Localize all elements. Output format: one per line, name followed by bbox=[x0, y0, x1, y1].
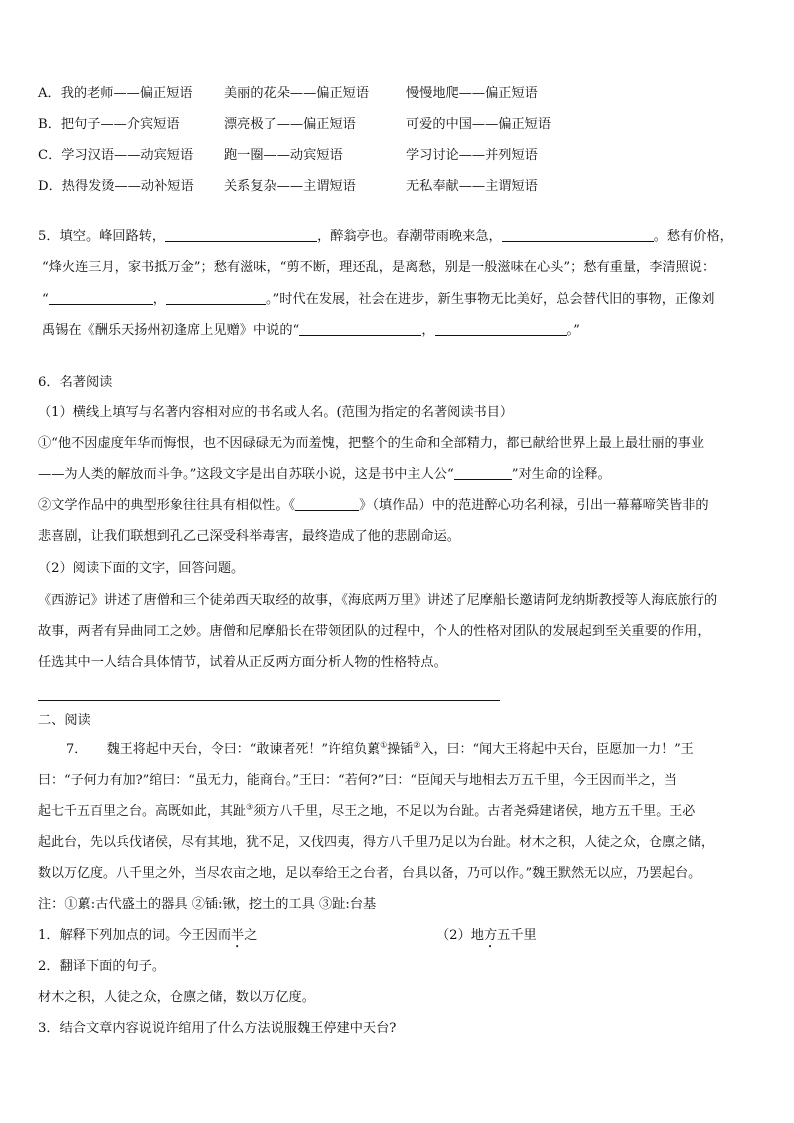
q6-title: 6．名著阅读 bbox=[38, 375, 113, 390]
option-a-col3: 慢慢地爬——偏正短语 bbox=[406, 86, 538, 101]
q5-line-2: “烽火连三月，家书抵万金”；愁有滋味，“剪不断，理还乱，是离愁，别是一般滋味在心头”；愁有重量，李清照说： bbox=[42, 260, 716, 275]
q6-para-line2: 故事，两者有异曲同工之妙。唐僧和尼摩船长在带领团队的过程中，个人的性格对团队的发展起到至关重要的作用， bbox=[38, 624, 711, 639]
q6-text: ”对生命的诠释。 bbox=[511, 467, 611, 482]
option-c-col1: C．学习汉语——动宾短语 bbox=[38, 148, 194, 163]
q7-text: 之 bbox=[244, 928, 258, 943]
dotted-word: 方 bbox=[483, 928, 498, 943]
fill-blank[interactable] bbox=[295, 496, 359, 511]
q7-line-1 bbox=[66, 740, 694, 760]
fill-blank[interactable] bbox=[435, 321, 567, 336]
q5-text: 5．填空。峰回路转， bbox=[38, 229, 166, 244]
option-a-col1: A．我的老师——偏正短语 bbox=[38, 86, 193, 101]
q5-text: 。愁有价格， bbox=[653, 229, 733, 244]
answer-line[interactable] bbox=[38, 700, 500, 701]
q7-subq1-part2 bbox=[436, 926, 537, 951]
q6-text: ②文学作品中的典型形象往往具有相似性。《 bbox=[38, 498, 296, 513]
q5-text: ， bbox=[421, 323, 435, 338]
fill-blank[interactable] bbox=[502, 227, 654, 242]
fill-blank[interactable] bbox=[299, 321, 421, 336]
q5-text: 。” bbox=[566, 323, 580, 338]
q5-text: ， bbox=[152, 292, 166, 307]
q7-text: 五千里 bbox=[497, 928, 537, 943]
fill-blank[interactable] bbox=[165, 227, 317, 242]
option-c-col2: 跑一圈——动宾短语 bbox=[224, 148, 343, 163]
fill-blank[interactable] bbox=[454, 465, 512, 480]
q7-text: 入，曰：“闻大王将起中天台，臣愿加一力！”王 bbox=[420, 742, 694, 757]
section-heading: 二、阅读 bbox=[38, 713, 91, 728]
q5-line-1 bbox=[38, 227, 733, 247]
q7-line-4: 起此台，先以兵伐诸侯，尽有其地，犹不足，又伐四夷，得方八千里乃足以为台趾。材木之积，人徒之众，仓廪之储， bbox=[38, 835, 715, 850]
fill-blank[interactable] bbox=[49, 290, 153, 305]
q7-notes: 注：①蔂:古代盛土的器具 ②锸:锹，挖土的工具 ③趾:台基 bbox=[38, 897, 377, 912]
q5-text: ，醉翁亭也。春潮带雨晚来急， bbox=[317, 229, 502, 244]
option-d-col1: D．热得发烫——动补短语 bbox=[38, 179, 194, 194]
footnote-mark: ③ bbox=[246, 802, 254, 812]
q7-text: 7． 魏王将起中天台，令曰：“敢谏者死！”许绾负蔂 bbox=[66, 742, 381, 757]
option-b-col3: 可爱的中国——偏正短语 bbox=[406, 117, 552, 132]
q7-line-3 bbox=[38, 802, 695, 822]
q6-para-line3: 任选其中一人结合具体情节，试着从正反两方面分析人物的性格特点。 bbox=[38, 655, 447, 670]
q5-text: 禹锡在《酬乐天扬州初逢席上见赠》中说的“ bbox=[42, 323, 300, 338]
q7-line-5: 数以万亿度。八千里之外，当尽农亩之地，足以奉给王之台者，台具以备，乃可以作。”魏王默然无以应，乃罢起台。 bbox=[38, 866, 702, 881]
q6-text: ——为人类的解放而斗争。”这段文字是出自苏联小说，这是书中主人公“ bbox=[38, 467, 454, 482]
q6-item2-line1 bbox=[38, 496, 709, 516]
q7-subq2-sentence: 材木之积，人徒之众，仓廪之储，数以万亿度。 bbox=[38, 990, 315, 1005]
q7-subq3: 3．结合文章内容说说许绾用了什么方法说服魏王停建中天台? bbox=[38, 1021, 397, 1036]
q6-item2-line2: 悲喜剧，让我们联想到孔乙己深受科举毒害，最终造成了他的悲剧命运。 bbox=[38, 529, 460, 544]
q5-line-4 bbox=[42, 321, 580, 341]
q7-text: 须方八千里，尽王之地，不足以为台趾。古者尧舜建诸侯，地方五千里。王必 bbox=[253, 804, 696, 819]
fill-blank[interactable] bbox=[166, 290, 266, 305]
q6-text: 》（填作品）中的范进醉心功名利禄，引出一幕幕啼笑皆非的 bbox=[359, 498, 709, 513]
option-a-col2: 美丽的花朵——偏正短语 bbox=[224, 86, 370, 101]
q6-item1-line2 bbox=[38, 465, 611, 485]
q7-text: （2）地 bbox=[436, 928, 484, 943]
q6-para-line1: 《西游记》讲述了唐僧和三个徒弟西天取经的故事，《海底两万里》讲述了尼摩船长邀请阿龙纳斯教授等人海底旅行的 bbox=[38, 593, 718, 608]
q7-subq1 bbox=[38, 926, 257, 951]
q6-item1-line1: ①“他不因虚度年华而悔恨，也不因碌碌无为而羞愧，把整个的生命和全部精力，都已献给世界上最上最壮丽的事业 bbox=[38, 436, 705, 451]
footnote-mark: ① bbox=[380, 740, 388, 750]
footnote-mark: ② bbox=[413, 740, 421, 750]
q6-sub1: （1）横线上填写与名著内容相对应的书名或人名。(范围为指定的名著阅读书目） bbox=[38, 405, 514, 420]
q5-text: 。”时代在发展，社会在进步，新生事物无比美好，总会替代旧的事物，正像刘 bbox=[265, 292, 715, 307]
q7-line-2: 曰：“子何力有加?”绾曰：“虽无力，能商台。”王曰：“若何?”曰：“臣闻天与地相去万五千里，今王因而半之，当 bbox=[38, 773, 677, 788]
option-a bbox=[38, 82, 193, 101]
option-d-col3: 无私奉献——主谓短语 bbox=[406, 179, 538, 194]
option-b-col1: B．把句子——介宾短语 bbox=[38, 117, 180, 132]
q6-sub2: （2）阅读下面的文字，回答问题。 bbox=[38, 561, 245, 576]
q7-subq2: 2．翻译下面的句子。 bbox=[38, 959, 166, 974]
option-b-col2: 漂亮极了——偏正短语 bbox=[224, 117, 356, 132]
q7-text: 起七千五百里之台。高既如此，其趾 bbox=[38, 804, 247, 819]
q5-line-3 bbox=[42, 290, 714, 310]
q7-text: 1．解释下列加点的词。今王因而 bbox=[38, 928, 232, 943]
option-d-col2: 关系复杂——主谓短语 bbox=[224, 179, 356, 194]
q5-text: “ bbox=[42, 292, 49, 307]
dotted-word: 半 bbox=[231, 928, 245, 943]
q7-text: 操锸 bbox=[387, 742, 414, 757]
option-c-col3: 学习讨论——并列短语 bbox=[406, 148, 538, 163]
